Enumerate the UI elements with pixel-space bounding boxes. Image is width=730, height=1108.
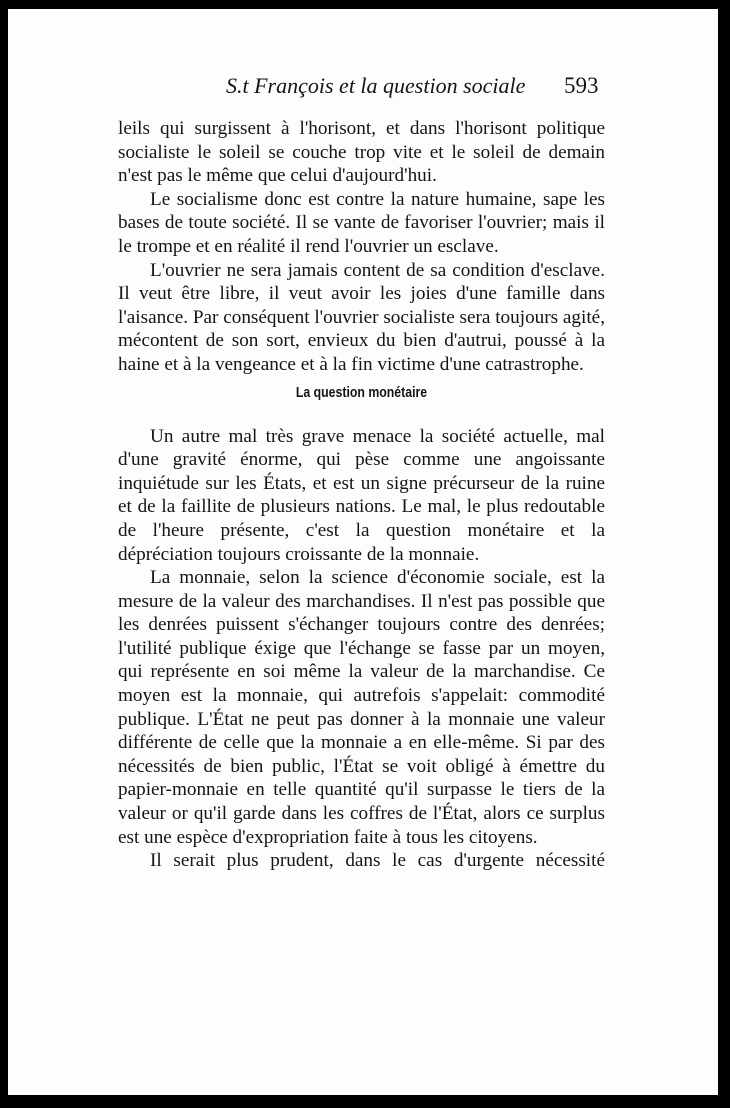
paragraph: La monnaie, selon la science d'économie sociale, est la mesure de la valeur des marchandises. Il n'est pas possible que les denrées puissent s'échanger toujours contre des denrées; l'utilité publique éxige que l'échange se fasse par un moyen, qui représente en soi même la valeur de la marchandise. Ce moyen est la monnaie, qui autrefois s'appelait: commodité publique. L'État ne peut pas donner à la monnaie une valeur différente de celle que la monnaie a en elle-même. Si par des nécessités de bien public, l'État se voit obligé à émettre du papier-monnaie en telle quantité qu'il surpasse le tiers de la valeur or qu'il garde dans les coffres de l'État, alors ce surplus est une espèce d'expropriation faite à tous les citoyens. [118,567,605,848]
paragraph: Un autre mal très grave menace la société actuelle, mal d'une gravité énorme, qui pèse comme une angoissante inquiétude sur les États, et est un signe précurseur de la ruine et de la faillite de plusieurs nations. Le mal, le plus redoutable de l'heure présente, c'est la question monétaire et la dépréciation toujours croissante de la monnaie. [118,425,605,565]
page-number: 593 [564,73,599,98]
page-header [8,73,718,103]
running-title: S.t François et la question sociale [226,73,526,98]
paragraph: L'ouvrier ne sera jamais content de sa condition d'esclave. Il veut être libre, il veut avoir les joies d'une famille dans l'aisance. Par conséquent l'ouvrier socialiste sera toujours agité, mécontent de son sort, envieux du bien d'autrui, poussé à la haine et à la vengeance et à la fin victime d'une catrastrophe. [118,259,605,375]
paragraph: Le socialisme donc est contre la nature humaine, sape les bases de toute société. Il se vante de favoriser l'ouvrier; mais il le trompe et en réalité il rend l'ouvrier un esclave. [118,188,605,257]
scanned-page [8,9,718,1095]
body-text [118,117,605,873]
section-heading: La question monétaire [295,383,428,401]
paragraph: leils qui surgissent à l'horisont, et dans l'horisont politique socialiste le soleil se couche trop vite et le soleil de demain n'est pas le même que celui d'aujourd'hui. [118,118,605,187]
paragraph: Il serait plus prudent, dans le cas d'urgente nécessité [150,850,605,872]
